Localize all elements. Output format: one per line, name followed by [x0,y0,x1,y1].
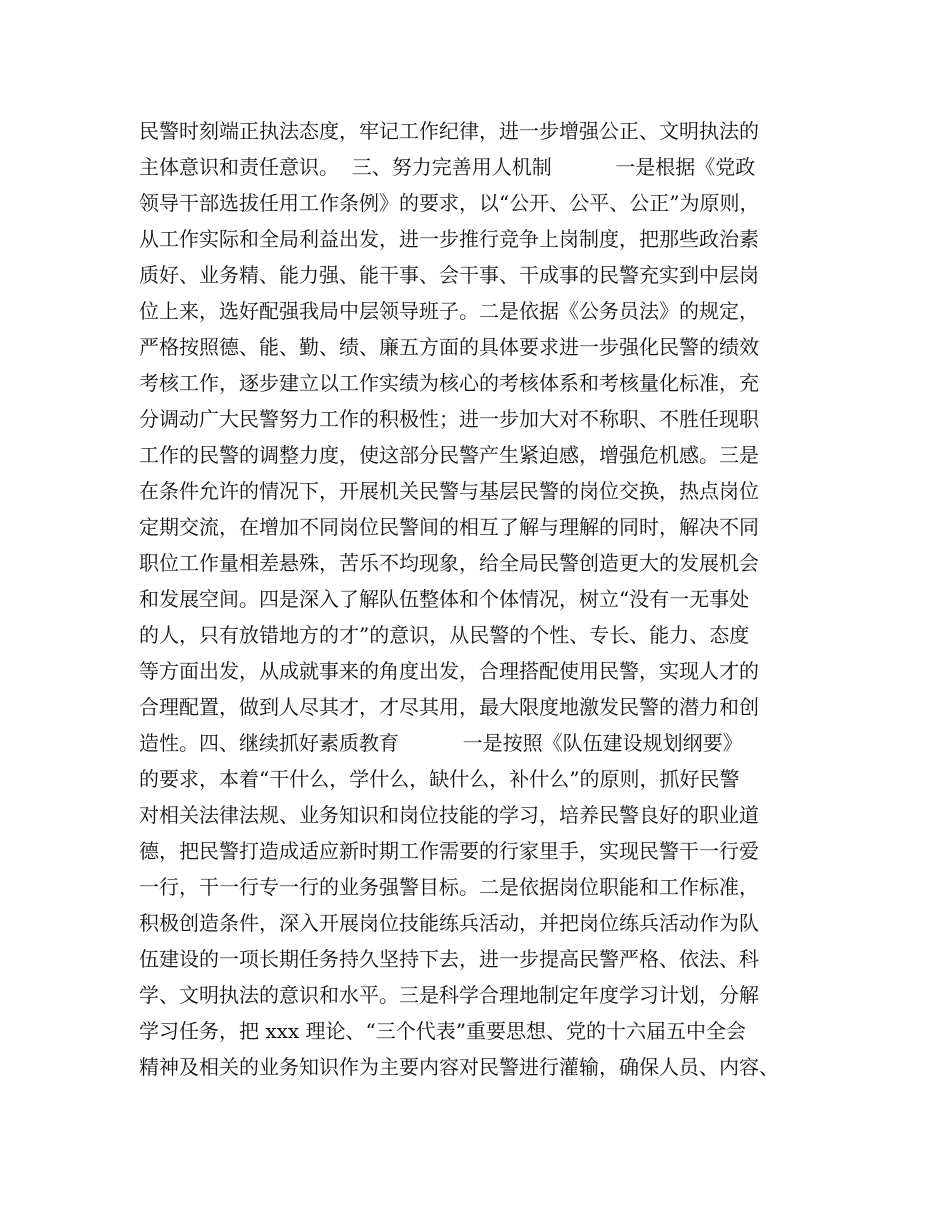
text-line: 领导干部选拔任用工作条例》的要求，以“公开、公平、公正”为原则， [139,191,760,215]
text-line: 位上来，选好配强我局中层领导班子。二是依据《公务员法》的规定， [139,299,759,323]
text-line: 考核工作，逐步建立以工作实绩为核心的考核体系和考核量化标准，充 [139,371,759,395]
text-line: 从工作实际和全局利益出发，进一步推行竞争上岗制度，把那些政治素 [139,227,759,251]
text-line: 的人，只有放错地方的才”的意识，从民警的个性、专长、能力、态度 [139,623,750,647]
text-line: 精神及相关的业务知识作为主要内容对民警进行灌输，确保人员、内容、 [139,1055,779,1079]
text-line: 学、文明执法的意识和水平。三是科学合理地制定年度学习计划，分解 [139,983,759,1007]
text-line: 对相关法律法规、业务知识和岗位技能的学习，培养民警良好的职业道 [139,803,759,827]
text-line: 等方面出发，从成就事来的角度出发，合理搭配使用民警，实现人才的 [139,659,759,683]
text-line: 民警时刻端正执法态度，牢记工作纪律，进一步增强公正、文明执法的 [139,119,759,143]
text-line: 德，把民警打造成适应新时期工作需要的行家里手，实现民警干一行爱 [139,839,759,863]
text-line: 主体意识和责任意识。 三、努力完善用人机制 一是根据《党政 [139,155,756,179]
text-line: 职位工作量相差悬殊，苦乐不均现象，给全局民警创造更大的发展机会 [139,551,759,575]
text-line: 一行，干一行专一行的业务强警目标。二是依据岗位职能和工作标准， [139,875,759,899]
text-line: 严格按照德、能、勤、绩、廉五方面的具体要求进一步强化民警的绩效 [139,335,759,359]
body-text [139,113,829,1085]
text-line: 在条件允许的情况下，开展机关民警与基层民警的岗位交换，热点岗位 [139,479,759,503]
text-line: 分调动广大民警努力工作的积极性；进一步加大对不称职、不胜任现职 [139,407,759,431]
text-line: 伍建设的一项长期任务持久坚持下去，进一步提高民警严格、依法、科 [139,947,759,971]
text-line: 的要求，本着“干什么，学什么，缺什么，补什么”的原则，抓好民警 [139,767,740,791]
text-line: 定期交流，在增加不同岗位民警间的相互了解与理解的同时，解决不同 [139,515,759,539]
text-line: 和发展空间。四是深入了解队伍整体和个体情况，树立“没有一无事处 [139,587,750,611]
text-line: 工作的民警的调整力度，使这部分民警产生紧迫感，增强危机感。三是 [139,443,759,467]
text-line: 造性。四、继续抓好素质教育 一是按照《队伍建设规划纲要》 [139,731,743,755]
text-line: 学习任务，把 xxx 理论、“三个代表”重要思想、党的十六届五中全会 [139,1019,747,1043]
text-line: 合理配置，做到人尽其才，才尽其用，最大限度地激发民警的潜力和创 [139,695,759,719]
text-line: 质好、业务精、能力强、能干事、会干事、干成事的民警充实到中层岗 [139,263,759,287]
text-line: 积极创造条件，深入开展岗位技能练兵活动，并把岗位练兵活动作为队 [139,911,759,935]
